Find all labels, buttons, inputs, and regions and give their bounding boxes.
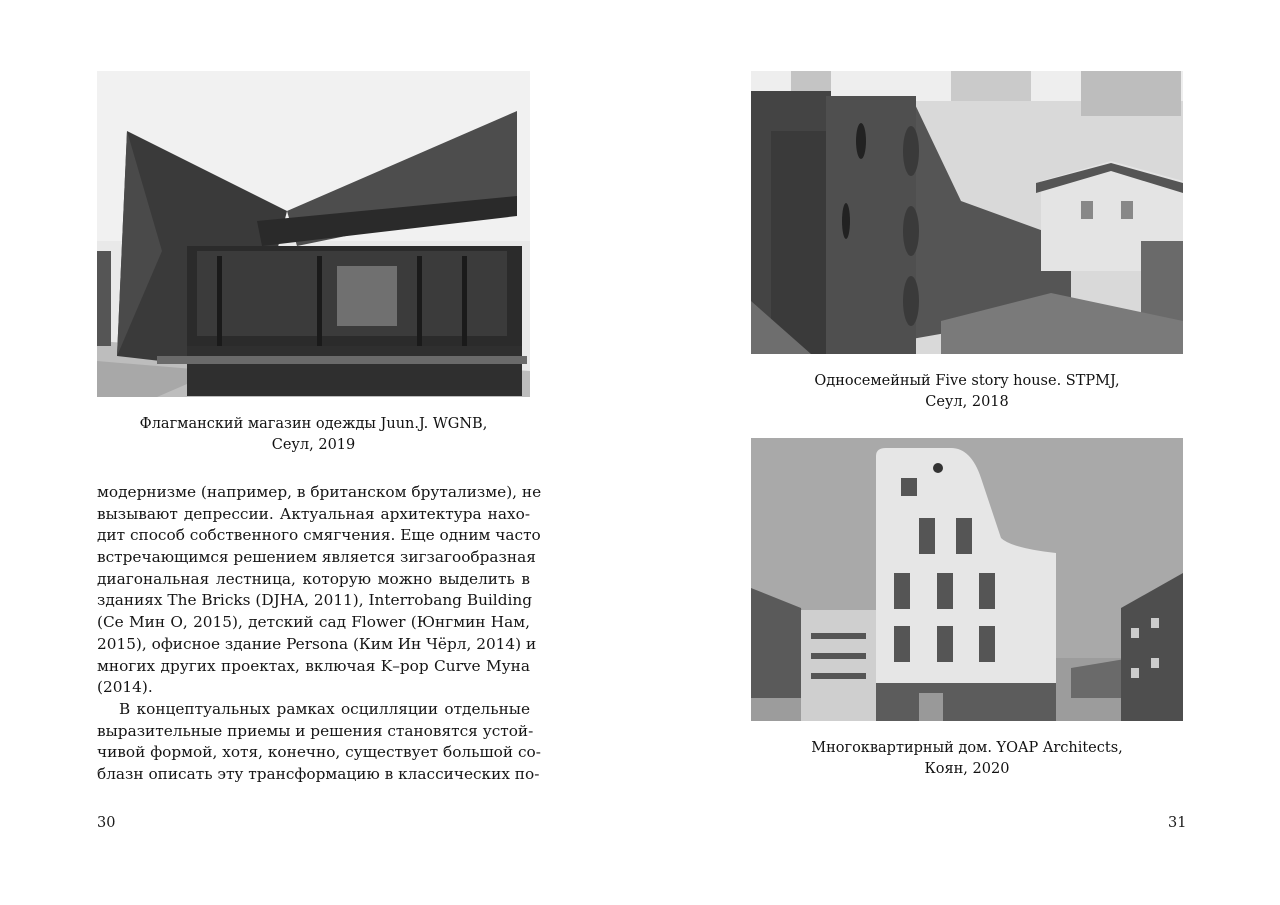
text-line: блазн описать эту трансформацию в классических по-: [97, 764, 540, 783]
photo-caption-juunj: [97, 414, 530, 456]
text-line: (Се Мин О, 2015), детский сад Flower (Юнгмин Нам,: [97, 613, 530, 632]
text-line: дит способ собственного смягчения. Еще одним часто: [97, 526, 541, 545]
page-number-right: 31: [1168, 815, 1187, 831]
text-line: 2015), офисное здание Persona (Ким Ин Чёрл, 2014) и: [97, 634, 537, 653]
photo-five-story-house: [751, 71, 1183, 354]
text-line: вызывают депрессии. Актуальная архитектура нахо-: [97, 504, 530, 523]
body-text: [97, 482, 542, 786]
text-line: выразительные приемы и решения становятся устой-: [97, 721, 534, 740]
photo-juunj-store: [97, 71, 530, 397]
text-line: многих других проектах, включая K–pop Curve Муна: [97, 656, 530, 675]
page-number-left: 30: [97, 815, 116, 831]
caption-line: Односемейный Five story house. STPMJ,: [814, 373, 1120, 389]
photo-caption-apartment: [751, 738, 1183, 780]
caption-line: Коян, 2020: [924, 761, 1010, 777]
text-line: (2014).: [97, 678, 153, 697]
text-line: чивой формой, хотя, конечно, существует большой со-: [97, 743, 541, 762]
text-line: модернизме (например, в британском брутализме), не: [97, 483, 542, 501]
text-line: В концептуальных рамках осцилляции отдельные: [119, 699, 530, 718]
caption-line: Флагманский магазин одежды Juun.J. WGNB,: [139, 416, 488, 432]
text-line: встречающимся решением является зигзагообразная: [97, 548, 536, 567]
text-line: зданиях The Bricks (DJHA, 2011), Interrobang Building: [97, 591, 533, 610]
caption-line: Многоквартирный дом. YOAP Architects,: [811, 740, 1123, 756]
photo-caption-five-story: [751, 371, 1183, 413]
text-line: диагональная лестница, которую можно выделить в: [97, 569, 530, 588]
caption-line: Сеул, 2018: [925, 394, 1009, 410]
photo-apartment-building: [751, 438, 1183, 721]
caption-line: Сеул, 2019: [271, 437, 356, 453]
